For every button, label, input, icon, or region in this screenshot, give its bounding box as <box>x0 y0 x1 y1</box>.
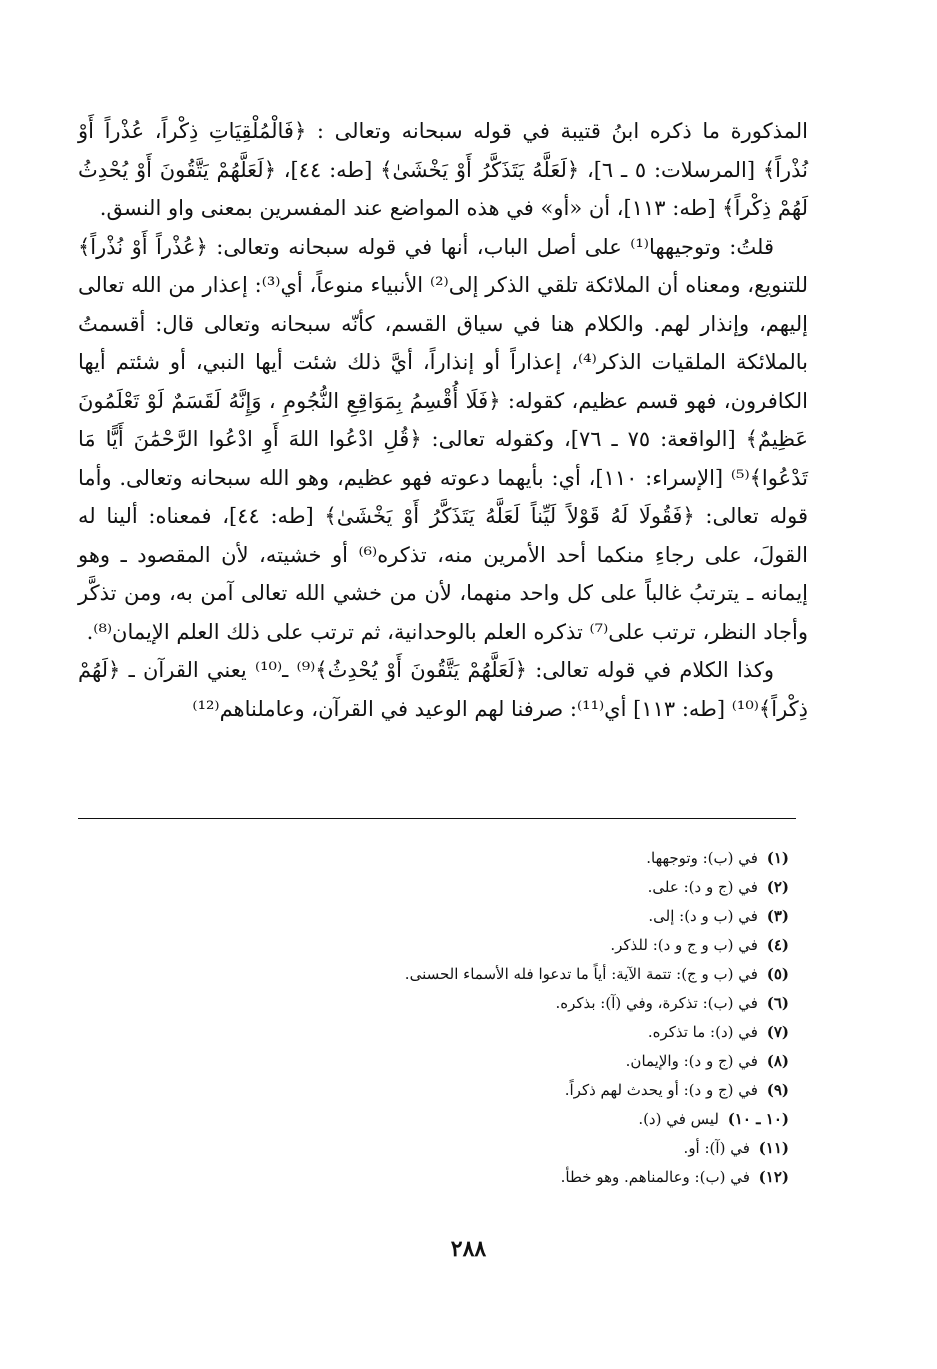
footnote-number: (٨) <box>766 1052 789 1070</box>
footnote <box>189 1163 789 1192</box>
footnote-text: في (د): ما تذكره. <box>647 1023 758 1041</box>
footnote-number: (٩) <box>766 1081 789 1099</box>
footnote-number: (٧) <box>766 1023 789 1041</box>
footnote-number: (٣) <box>766 907 789 925</box>
footnote-text: في (ب و د): إلى. <box>648 907 758 925</box>
footnote-number: (٥) <box>766 965 789 983</box>
footnote <box>189 873 789 902</box>
footnote-number: (١٠ ـ ١٠) <box>727 1110 789 1128</box>
footnote-text: في (ج و د): والإيمان. <box>625 1052 758 1070</box>
footnote-number: (٢) <box>766 878 789 896</box>
page-number: ٢٨٨ <box>450 1236 487 1262</box>
footnote <box>189 1105 789 1134</box>
footnote <box>189 989 789 1018</box>
footnote-separator <box>78 818 796 819</box>
footnote-number: (٤) <box>766 936 789 954</box>
footnote-text: في (آ): أو. <box>683 1139 750 1157</box>
footnote <box>189 844 789 873</box>
footnote <box>189 1134 789 1163</box>
footnote-text: في (ب و ج و د): للذكر. <box>610 936 758 954</box>
footnote-number: (١) <box>766 849 789 867</box>
footnote-number: (٦) <box>766 994 789 1012</box>
footnotes <box>189 844 789 1192</box>
paragraph-2: قلتُ: وتوجيهها⁽¹⁾ على أصل الباب، أنها في قوله سبحانه وتعالى: ﴿عُذْراً أَوْ نُذْراً﴾ للتنويع، ومعناه أن الملائكة تلقي الذكر إلى⁽²⁾ الأنبياء منوعاً، أي⁽³⁾: إعذار من الله تعالى إليهم، وإنذار لهم. والكلام هنا في سياق القسم، كأنّه سبحانه وتعالى قال: أقسمتُ بالملائكة الملقيات الذكر⁽⁴⁾، إعذاراً أو إنذاراً، أيَّ ذلك شئت أيها النبي، أو شئتم أيها الكافرون، فهو قسم عظيم، كقوله: ﴿فَلَا أُقْسِمُ بِمَوَاقِعِ النُّجُومِ ، وَإِنَّهُ لَقَسَمٌ لَوْ تَعْلَمُونَ عَظِيمٌ﴾ [الواقعة: ٧٥ ـ ٧٦]، وكقوله تعالى: ﴿قُلِ ادْعُوا اللهَ أَوِ ادْعُوا الرَّحْمَٰنَ أَيًّا مَا تَدْعُوا﴾⁽⁵⁾ [الإسراء: ١١٠]، أي: بأيهما دعوته فهو عظيم، وهو الله سبحانه وتعالى. وأما قوله تعالى: ﴿فَقُولَا لَهُ قَوْلاً لَيِّناً لَعَلَّهُ يَتَذَكَّرُ أَوْ يَخْشَىٰ﴾ [طه: ٤٤]، فمعناه: ألينا له القولَ، على رجاءِ منكما أحد الأمرين منه، تذكره⁽⁶⁾ أو خشيته، لأن المقصود ـ وهو إيمانه ـ يترتبُ غالباً على كل واحد منهما، لأن من خشي الله تعالى آمن به، ومن تذكَّر وأجاد النظر، ترتب على⁽⁷⁾ تذكره العلم بالوحدانية، ثم ترتب على ذلك العلم الإيمان⁽⁸⁾. <box>78 234 808 644</box>
footnote-number: (١٢) <box>758 1168 789 1186</box>
footnote <box>189 931 789 960</box>
footnote-text: في (ج و د): على. <box>647 878 758 896</box>
paragraph-3: وكذا الكلام في قوله تعالى: ﴿لَعَلَّهُمْ يَتَّقُونَ أَوْ يُحْدِثُ﴾⁽⁹⁾ ـ⁽¹⁰⁾ يعني القرآن ـ ﴿لَهُمْ ذِكْراً﴾⁽¹⁰⁾ [طه: ١١٣] أي⁽¹¹⁾: صرفنا لهم الوعيد في القرآن، وعاملناهم⁽¹²⁾ <box>78 658 808 721</box>
footnote-text: في (ب): تذكرة، وفي (آ): بذكره. <box>555 994 758 1012</box>
main-text <box>78 112 808 728</box>
footnote <box>189 960 789 989</box>
footnote-text: في (ب): وتوجهها. <box>646 849 758 867</box>
footnote-text: ليس في (د). <box>638 1110 719 1128</box>
footnote <box>189 902 789 931</box>
footnote <box>189 1076 789 1105</box>
footnote-text: في (ب): وعالمناهم. وهو خطأ. <box>560 1168 750 1186</box>
footnote <box>189 1018 789 1047</box>
footnote <box>189 1047 789 1076</box>
footnote-number: (١١) <box>758 1139 789 1157</box>
footnote-text: في (ج و د): أو يحدث لهم ذكراً. <box>564 1081 758 1099</box>
paragraph-1: المذكورة ما ذكره ابنُ قتيبة في قوله سبحانه وتعالى : ﴿فَالْمُلْقِيَاتِ ذِكْراً، عُذْراً أَوْ نُذْراً﴾ [المرسلات: ٥ ـ ٦]، ﴿لَعَلَّهُ يَتَذَكَّرُ أَوْ يَخْشَىٰ﴾ [طه: ٤٤]، ﴿لَعَلَّهُمْ يَتَّقُونَ أَوْ يُحْدِثُ لَهُمْ ذِكْراً﴾ [طه: ١١٣]، أن «أو» في هذه المواضع عند المفسرين بمعنى واو النسق. <box>78 119 809 220</box>
footnote-text: في (ب و ج): تتمة الآية: أياً ما تدعوا فله الأسماء الحسنى. <box>404 965 758 983</box>
